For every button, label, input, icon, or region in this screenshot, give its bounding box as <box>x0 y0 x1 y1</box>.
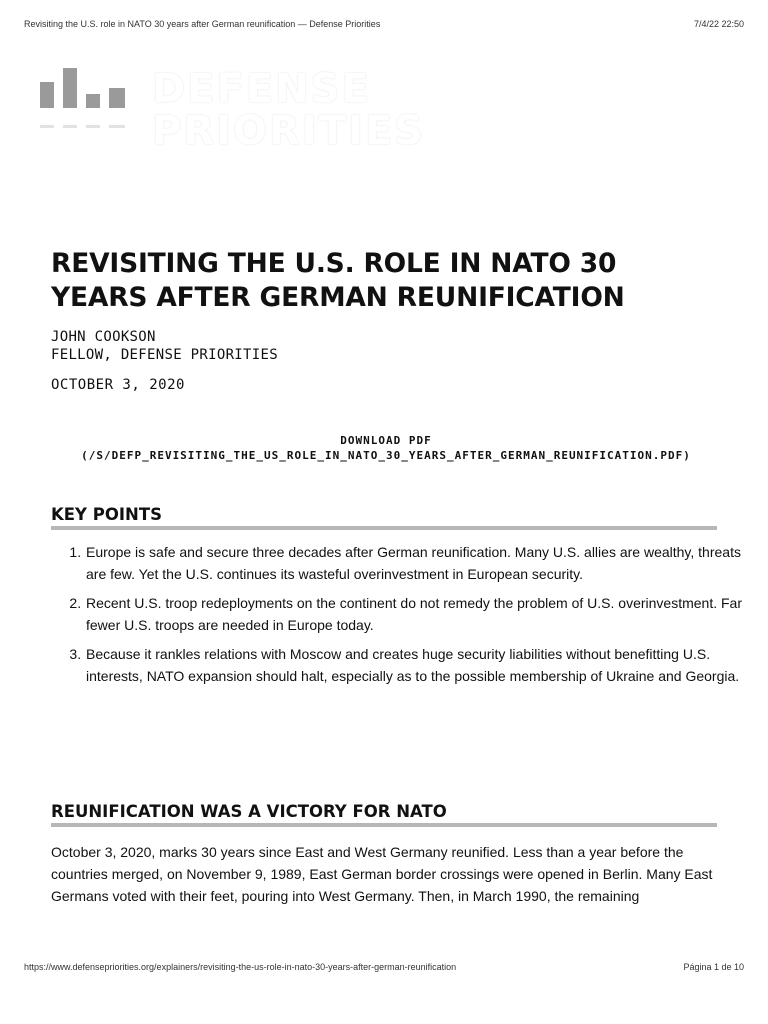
author-block <box>51 328 278 364</box>
reunification-paragraph: October 3, 2020, marks 30 years since East and West Germany reunified. Less than a year before the countries merged, on November 9, 1989, East German border crossings were opened in Berlin. Many East Germans voted with their feet, pouring into West Germany. Then, in March 1990, the remaining <box>51 844 713 904</box>
list-item: 1. Europe is safe and secure three decades after German reunification. Many U.S. allies are wealthy, threats are few. Yet the U.S. continues its wasteful overinvestment in European security. <box>85 541 755 585</box>
author-role: FELLOW, DEFENSE PRIORITIES <box>51 347 278 363</box>
download-pdf-label: DOWNLOAD PDF <box>340 434 432 447</box>
print-timestamp: 7/4/22 22:50 <box>693 19 744 29</box>
logo-wordmark <box>152 68 425 152</box>
defense-priorities-logo[interactable] <box>40 66 440 152</box>
logo-line-1: DEFENSE <box>152 66 371 112</box>
list-item: 3. Because it rankles relations with Moscow and creates huge security liabilities without benefitting U.S. interests, NATO expansion should halt, especially as to the possible membership of Ukraine and Georgia. <box>85 643 755 687</box>
publish-date: OCTOBER 3, 2020 <box>51 377 185 393</box>
print-page-title: Revisiting the U.S. role in NATO 30 years after German reunification — Defense Priorities <box>24 19 381 29</box>
list-item: 2. Recent U.S. troop redeployments on the continent do not remedy the problem of U.S. overinvestment. Far fewer U.S. troops are needed in Europe today. <box>85 592 755 636</box>
print-footer <box>24 962 744 972</box>
bar-chart-logo-icon <box>40 66 150 152</box>
key-points-list <box>51 541 755 694</box>
key-points-heading: KEY POINTS <box>51 505 717 530</box>
print-page-number: Página 1 de 10 <box>683 962 744 972</box>
author-name: JOHN COOKSON <box>51 329 156 345</box>
download-pdf-link[interactable] <box>51 433 721 463</box>
logo-line-2: PRIORITIES <box>152 108 425 154</box>
reunification-heading: REUNIFICATION WAS A VICTORY FOR NATO <box>51 802 717 827</box>
article-title: REVISITING THE U.S. ROLE IN NATO 30 YEARS AFTER GERMAN REUNIFICATION <box>51 248 625 313</box>
download-pdf-path: (/S/DEFP_REVISITING_THE_US_ROLE_IN_NATO_30_YEARS_AFTER_GERMAN_REUNIFICATION.PDF) <box>81 449 691 462</box>
print-url: https://www.defensepriorities.org/explainers/revisiting-the-us-role-in-nato-30-years-after-german-reunification <box>24 962 457 972</box>
print-header <box>24 19 744 29</box>
